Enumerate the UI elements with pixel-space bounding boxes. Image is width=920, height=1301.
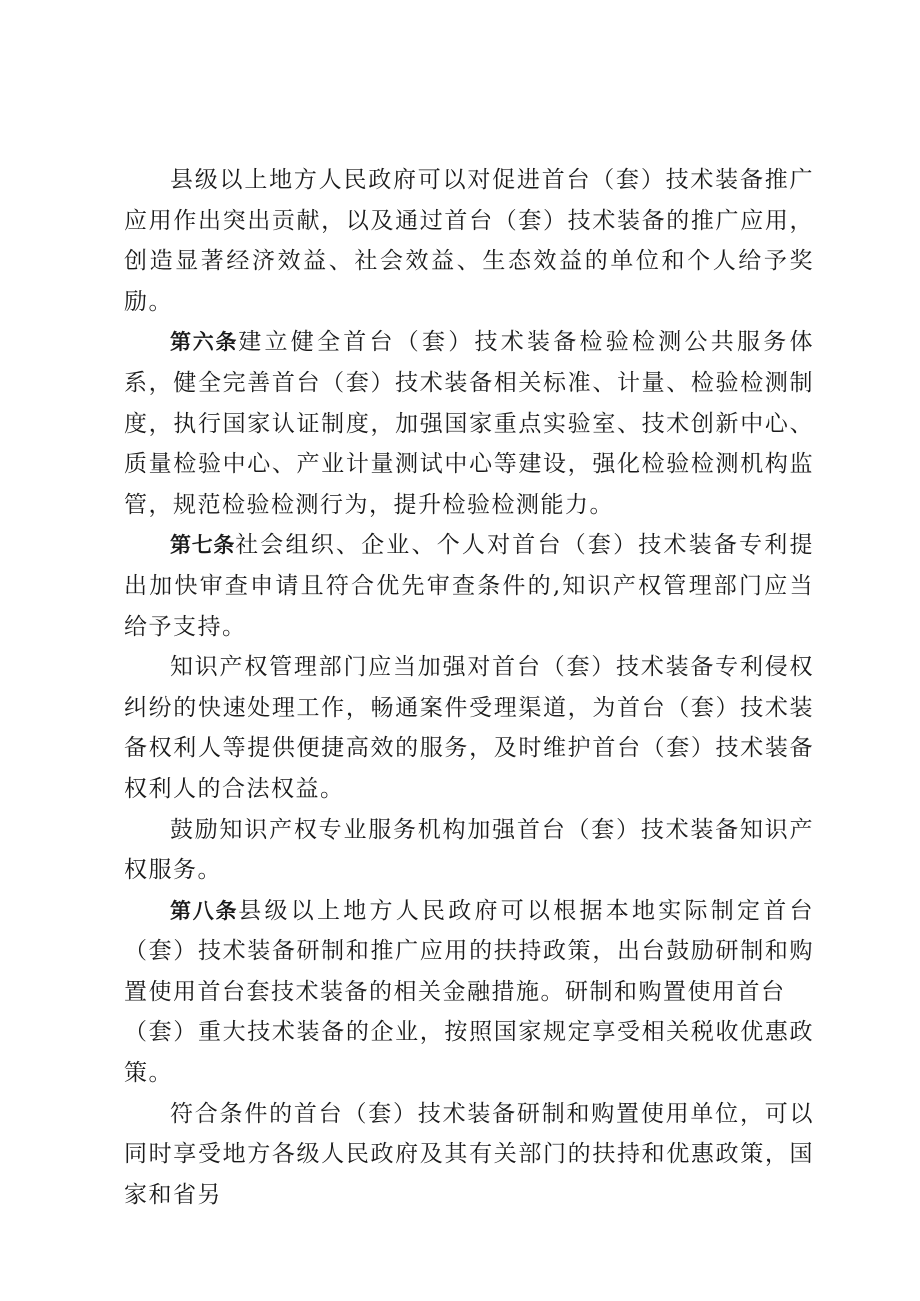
paragraph-text: 县级以上地方人民政府可以对促进首台（套）技术装备推广应用作出突出贡献，以及通过首台（套）技术装备的推广应用，创造显著经济效益、社会效益、生态效益的单位和个人给予奖励。 xyxy=(124,167,814,315)
paragraph-text: （套）重大技术装备的企业，按照国家规定享受相关税收优惠政策。 xyxy=(124,1019,814,1087)
article-number: 第六条 xyxy=(170,330,239,355)
paragraph-award xyxy=(124,160,814,322)
paragraph-tax-policy xyxy=(124,1012,814,1093)
article-number: 第七条 xyxy=(170,533,236,558)
paragraph-text: 建立健全首台（套）技术装备检验检测公共服务体系，健全完善首台（套）技术装备相关标准、计量、检验检测制度，执行国家认证制度，加强国家重点实验室、技术创新中心、质量检验中心、产业计量测试中心等建设，强化检验检测机构监管，规范检验检测行为，提升检验检测能力。 xyxy=(124,329,814,518)
document-body xyxy=(124,160,814,1215)
paragraph-text: 县级以上地方人民政府可以根据本地实际制定首台（套）技术装备研制和推广应用的扶持政策，出台鼓励研制和购置使用首台套技术装备的相关金融措施。研制和购置使用首台 xyxy=(124,897,814,1005)
paragraph-ip-dispute xyxy=(124,647,814,809)
paragraph-article-8 xyxy=(124,891,814,1013)
paragraph-text: 鼓励知识产权专业服务机构加强首台（套）技术装备知识产权服务。 xyxy=(124,816,814,884)
paragraph-article-7 xyxy=(124,525,814,647)
article-number: 第八条 xyxy=(170,898,239,923)
paragraph-text: 符合条件的首台（套）技术装备研制和购置使用单位，可以同时享受地方各级人民政府及其有关部门的扶持和优惠政策，国家和省另 xyxy=(124,1100,814,1208)
paragraph-ip-service xyxy=(124,810,814,891)
paragraph-article-6 xyxy=(124,322,814,525)
paragraph-text: 社会组织、企业、个人对首台（套）技术装备专利提出加快审查申请且符合优先审查条件的,知识产权管理部门应当给予支持。 xyxy=(124,532,815,640)
paragraph-eligible-units xyxy=(124,1094,814,1216)
paragraph-text: 知识产权管理部门应当加强对首台（套）技术装备专利侵权纠纷的快速处理工作，畅通案件受理渠道，为首台（套）技术装备权利人等提供便捷高效的服务，及时维护首台（套）技术装备权利人的合法权益。 xyxy=(124,654,814,802)
